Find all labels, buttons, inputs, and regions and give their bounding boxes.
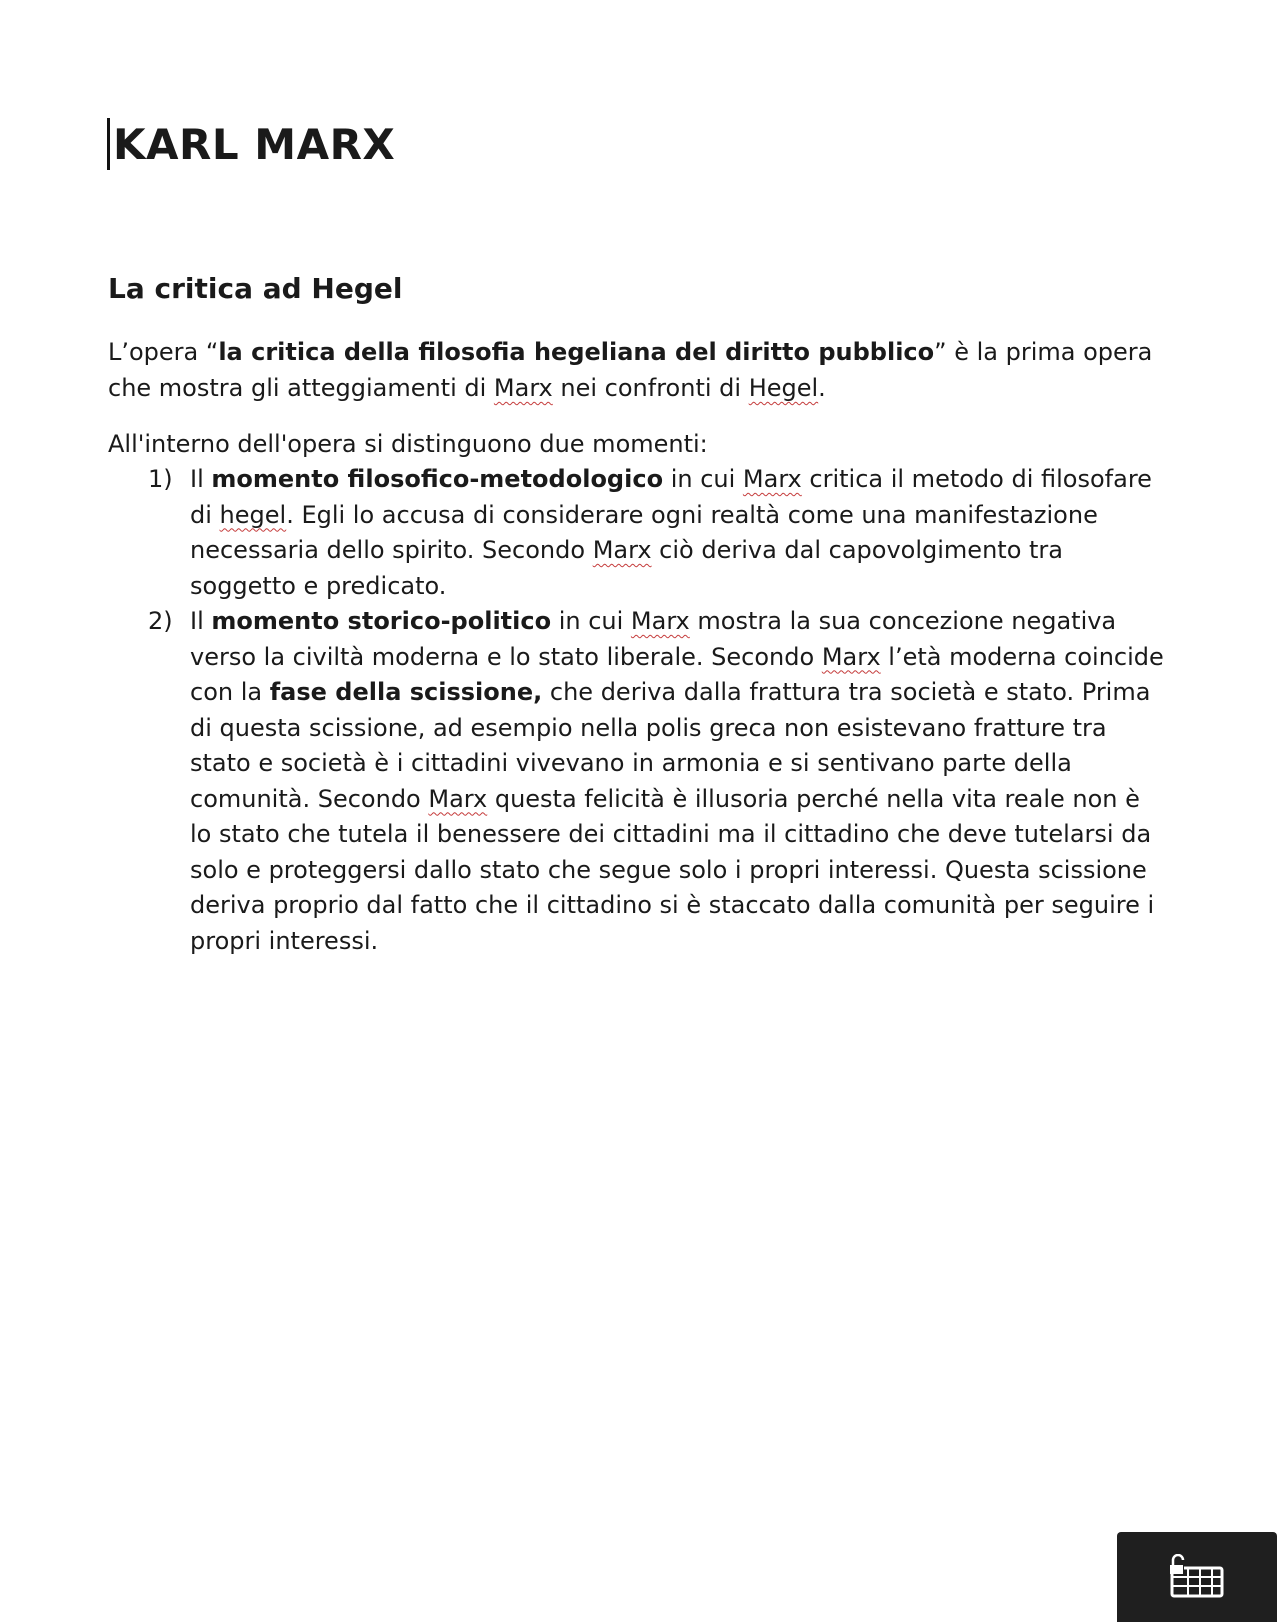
text-run: Il <box>190 465 212 493</box>
spellcheck-word[interactable]: Marx <box>428 784 488 813</box>
list-item[interactable] <box>148 462 1168 604</box>
spellcheck-word[interactable]: Marx <box>630 607 690 635</box>
spellcheck-word[interactable]: Marx <box>493 374 553 402</box>
text-run: nei confronti di <box>552 374 749 402</box>
moments-list <box>148 462 1168 959</box>
bold-run: momento filosofico-metodologico <box>211 465 664 493</box>
bold-run: fase della scissione, <box>269 678 543 706</box>
keyboard-toggle-button[interactable] <box>1117 1532 1277 1622</box>
text-run: ciò deriva dal capovolgimento tra soggetto e predicato. <box>190 536 1063 600</box>
text-cursor <box>107 118 110 170</box>
text-run: Il <box>190 607 212 635</box>
text-run: in cui <box>551 607 631 635</box>
text-run: L’opera “ <box>108 338 219 366</box>
text-run: critica il metodo di filosofare di <box>190 465 1152 529</box>
text-run: . <box>818 374 826 402</box>
title-line <box>107 118 395 170</box>
document-title[interactable]: KARL MARX <box>113 119 396 169</box>
bold-run: la critica della filosofia hegeliana del diritto pubblico <box>218 338 935 366</box>
spellcheck-word[interactable]: Marx <box>821 642 881 671</box>
spellcheck-word[interactable]: Marx <box>742 465 802 493</box>
spellcheck-word[interactable]: Hegel <box>748 374 819 402</box>
paragraph-intro[interactable] <box>108 334 1168 406</box>
text-run: questa felicità è illusoria perché nella vita reale non è lo stato che tutela il benessere dei cittadini ma il cittadino che deve tutelarsi da solo e proteggersi dallo stato che segue solo i propri interessi. Questa scissione deriva proprio dal fatto che il cittadino si è staccato dalla comunità per seguire i propri interessi. <box>190 784 1155 955</box>
text-run: l’età moderna coincide con la <box>190 642 1164 706</box>
spellcheck-word[interactable]: Marx <box>592 536 652 564</box>
list-item[interactable] <box>148 604 1168 959</box>
list-number: 2) <box>148 607 173 635</box>
text-run: . Egli lo accusa di considerare ogni realtà come una manifestazione necessaria dello spirito. Secondo <box>190 500 1098 564</box>
section-heading[interactable] <box>108 272 402 305</box>
text-run: mostra la sua concezione negativa verso la civiltà moderna e lo stato liberale. Secondo <box>190 607 1117 671</box>
spellcheck-word[interactable]: hegel <box>219 500 287 529</box>
text-run: in cui <box>663 465 743 493</box>
text-run: ” è la prima opera che mostra gli atteggiamenti di <box>108 338 1153 402</box>
text-run: che deriva dalla frattura tra società e stato. Prima di questa scissione, ad esempio nella polis greca non esistevano fratture tra stato e società è i cittadini vivevano in armonia e si sentivano parte della comunità. Secondo <box>190 678 1151 813</box>
bold-run: momento storico-politico <box>211 607 552 635</box>
heading-text: La critica ad Hegel <box>108 272 403 305</box>
paragraph-moments[interactable]: All'interno dell'opera si distinguono due momenti: <box>108 430 708 458</box>
keyboard-unlock-icon <box>1166 1554 1228 1600</box>
list-number: 1) <box>148 465 173 493</box>
